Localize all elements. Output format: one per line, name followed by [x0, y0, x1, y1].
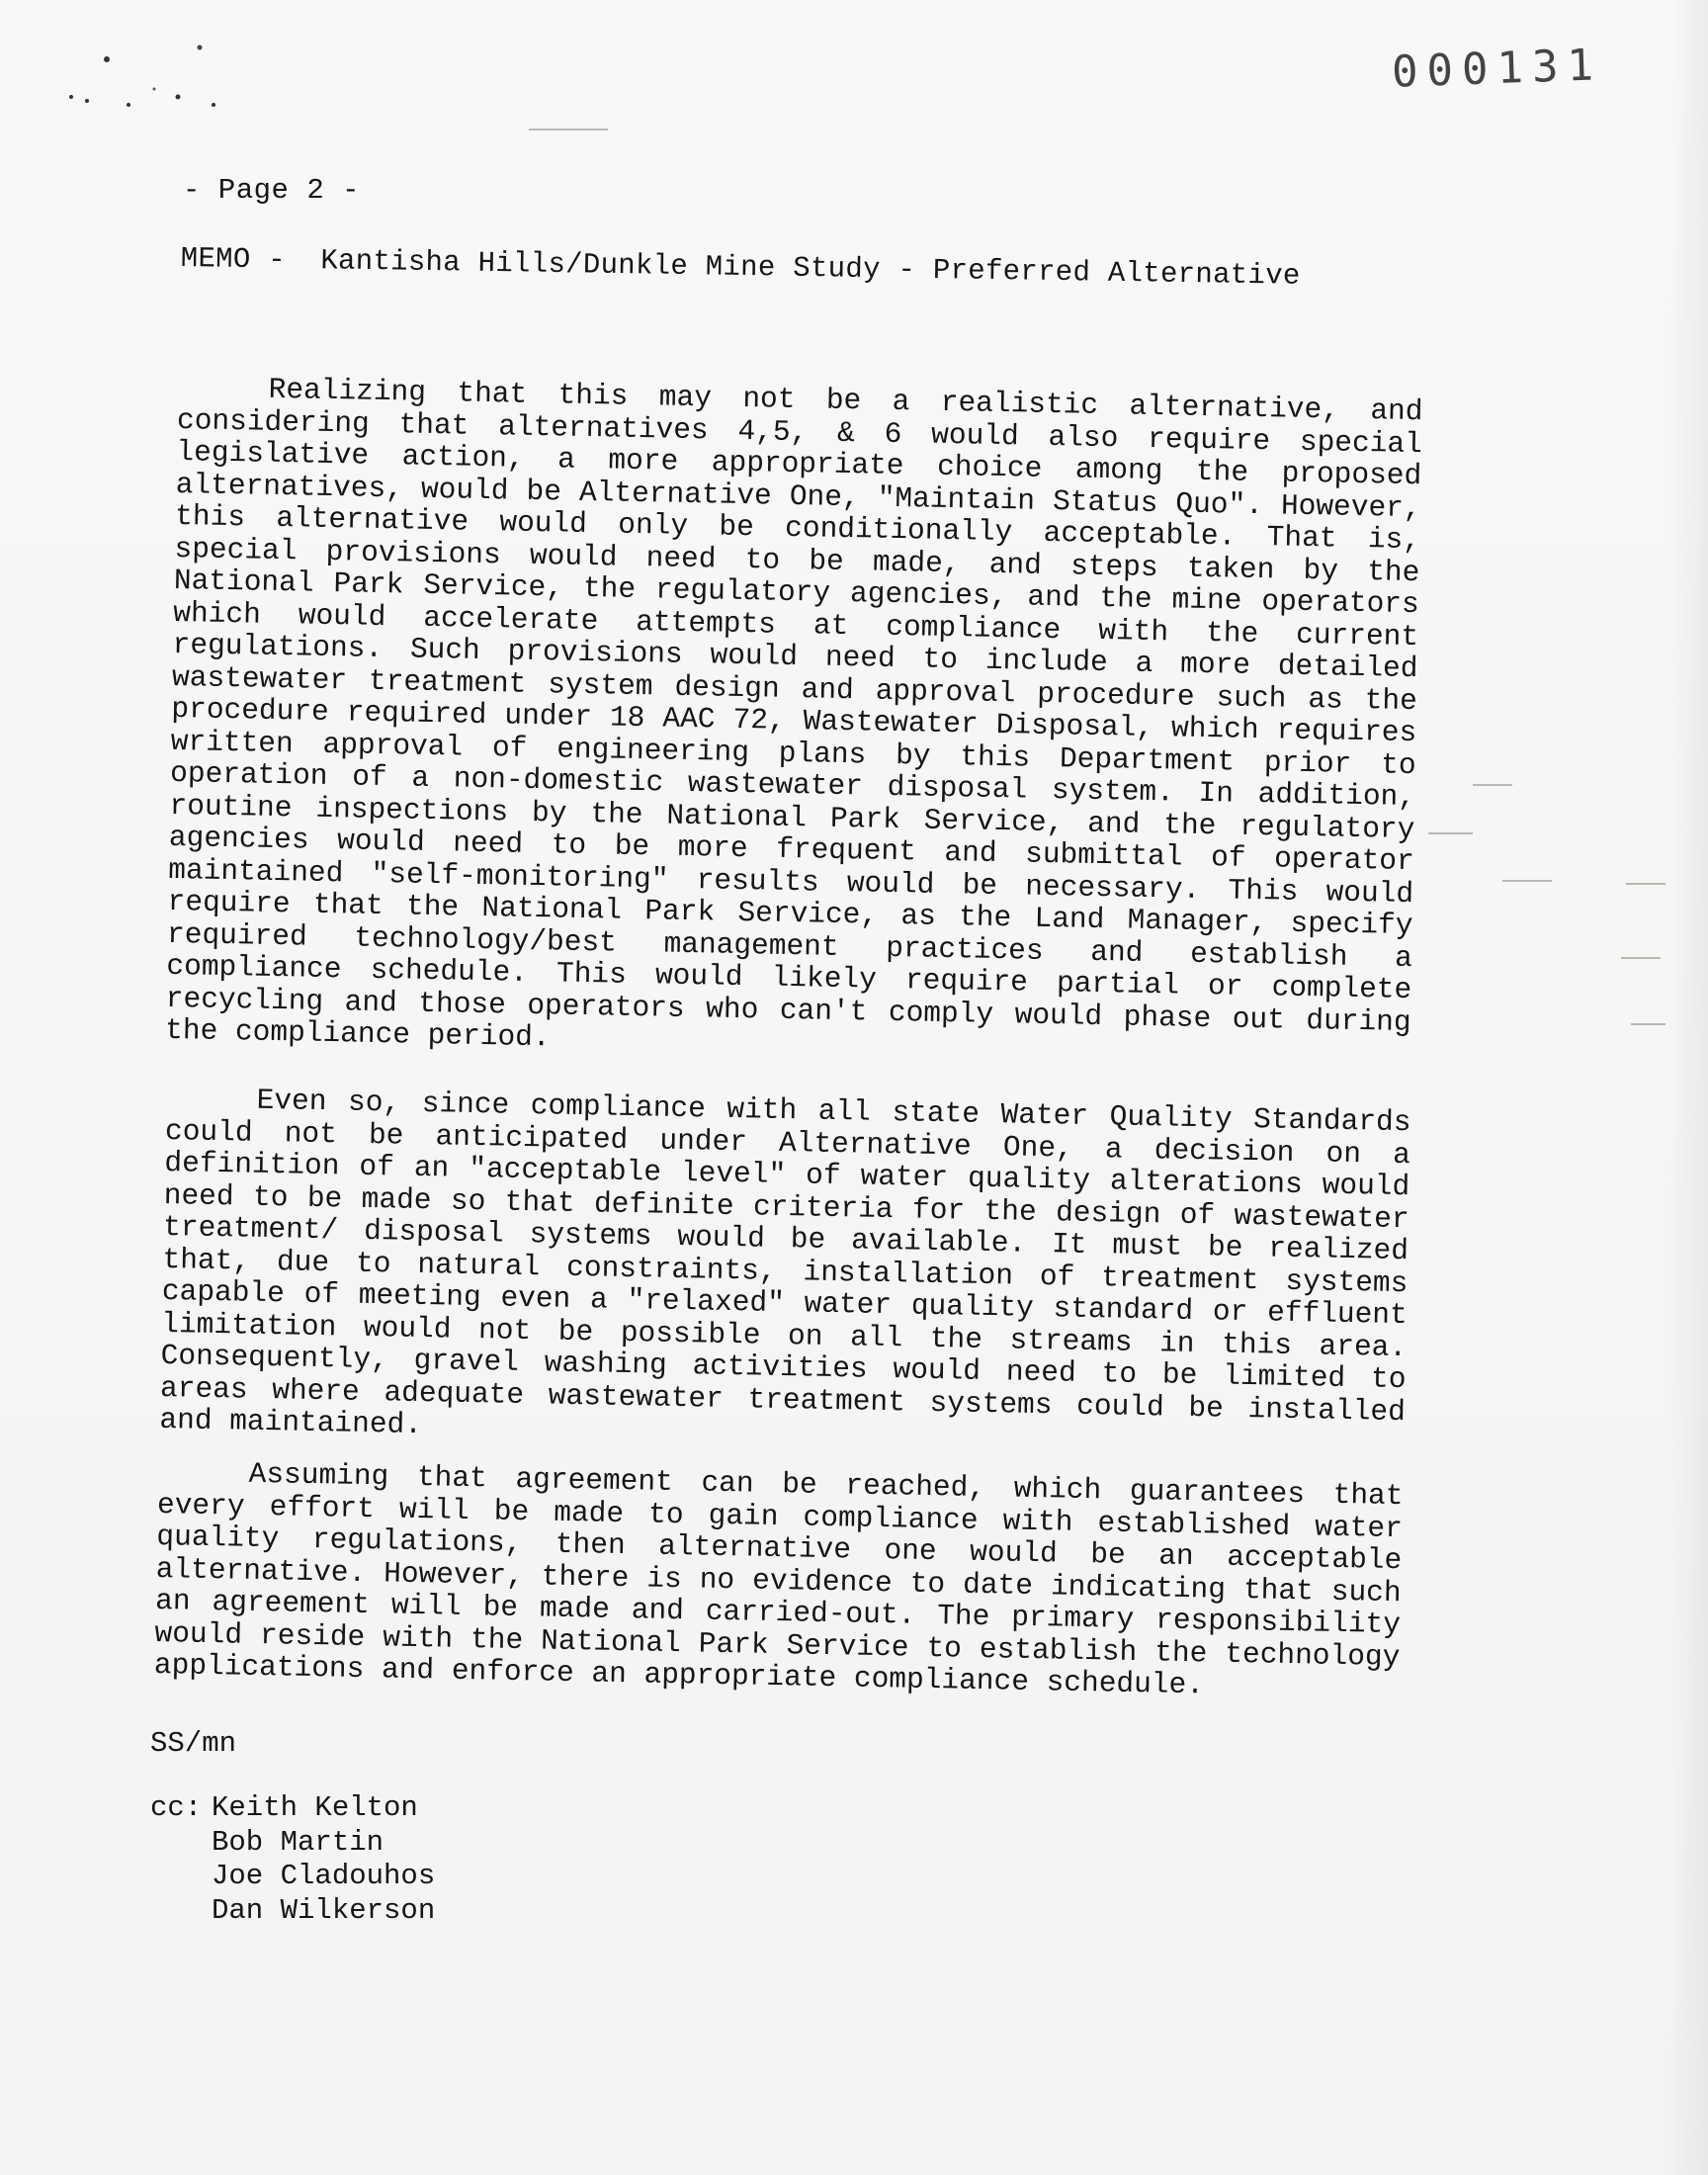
cc-list — [150, 1791, 435, 1928]
cc-row — [150, 1860, 435, 1894]
document-stamp-number: 000131 — [1391, 40, 1603, 98]
scan-mark — [529, 129, 608, 130]
paragraph-3: Assuming that agreement can be reached, which guarantees that every effort will be made to gain compliance with established water quality regulations, then alternative one would be an acceptable alternative. However, there is no evidence to date indicating that such an agreement will be made and carried-out. The primary responsibility would reside with the National Park Service to establish the technology applications and enforce an appropriate compliance schedule. — [153, 1456, 1404, 1701]
cc-label: cc: — [150, 1791, 203, 1824]
cc-recipient: Bob Martin — [212, 1825, 384, 1859]
scan-mark — [1621, 957, 1661, 959]
cc-row — [150, 1791, 435, 1826]
scan-specks — [59, 40, 257, 129]
scan-mark — [1473, 784, 1512, 786]
paragraph-1: Realizing that this may not be a realistic alternative, and considering that alternatives 4,5, & 6 would also require special legislative action, a more appropriate choice among the proposed alternatives, would be Alternative One, "Maintain Status Quo". However, this alternative would only be conditionally acceptable. That is, special provisions would need to be made, and steps taken by the National Park Service, the regulatory agencies, and the mine operators which would accelerate attempts at compliance with the current regulations. Such provisions would need to include a more detailed wastewater treatment system design and approval procedure such as the procedure required under 18 AAC 72, Wastewater Disposal, which requires written approval of engineering plans by this Department prior to operation of a non-domestic wastewater disposal system. In addition, routine inspections by the National Park Service, and the regulatory agencies would need to be more frequent and submittal of operator maintained "self-monitoring" results would be necessary. This would require that the National Park Service, as the Land Manager, specify required technology/best management practices and establish a compliance schedule. This would likely require partial or complete recycling and those operators who can't comply would phase out during the compliance period. — [164, 372, 1423, 1054]
scan-mark — [1626, 883, 1665, 885]
cc-row — [150, 1894, 435, 1929]
scan-mark — [1502, 880, 1552, 882]
cc-recipient: Joe Cladouhos — [212, 1860, 436, 1892]
scan-mark — [1428, 832, 1473, 834]
cc-recipient: Keith Kelton — [212, 1791, 418, 1824]
cc-row — [150, 1826, 435, 1861]
scan-mark — [1631, 1023, 1665, 1025]
page-number-label: - Page 2 - — [183, 174, 361, 207]
memo-title: MEMO - Kantisha Hills/Dunkle Mine Study - Preferred Alternative — [180, 242, 1301, 293]
author-initials: SS/mn — [150, 1727, 237, 1760]
paragraph-2: Even so, since compliance with all state Water Quality Standards could not be anticipated under Alternative One, a decision on a definition of an "acceptable level" of water quality alterations would need to be made so that definite criteria for the design of wastewater treatment/ disposal systems would be available. It must be realized that, due to natural constraints, installation of treatment systems capable of meeting even a "relaxed" water quality standard or effluent limitation would not be possible on all the streams in this area. Consequently, gravel washing activities would need to be limited to areas where adequate wastewater treatment systems could be installed and maintained. — [159, 1083, 1411, 1441]
page-edge-shadow — [1668, 0, 1708, 2175]
cc-recipient: Dan Wilkerson — [212, 1893, 436, 1927]
